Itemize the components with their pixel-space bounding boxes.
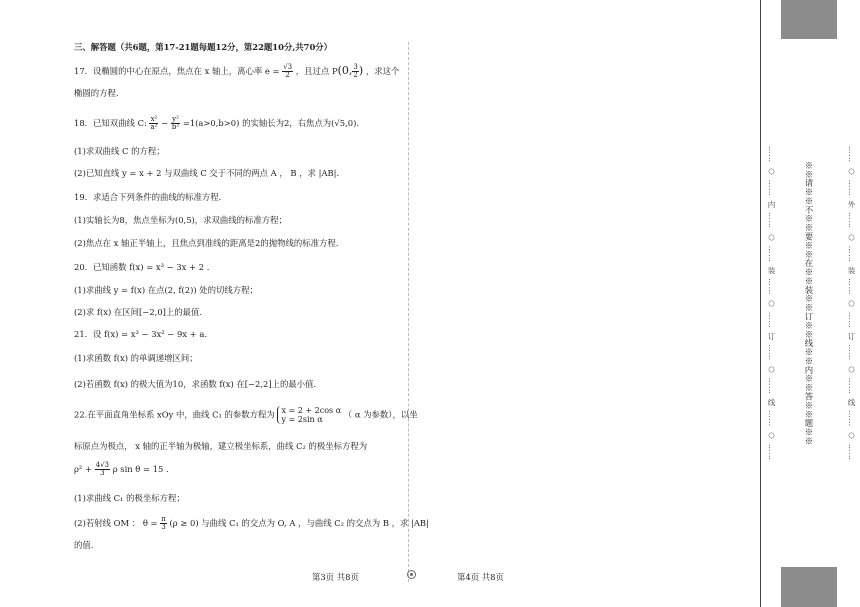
center-circle-icon	[407, 570, 416, 579]
q18-b2: b²	[171, 123, 180, 131]
q18-part2: (2)已知直线 y = x + 2 与双曲线 C 交于不同的两点 A ， B ，求 |AB|.	[74, 168, 340, 178]
q22-eq-fraction	[95, 462, 110, 477]
q18-x2: x²	[150, 115, 158, 123]
q22-part2-line2: 的值.	[74, 540, 94, 550]
q17-ecc-den: 2	[285, 71, 290, 79]
q19-part2: (2)焦点在 x 轴正半轴上，且焦点到准线的距离是2的抛物线的标准方程.	[74, 238, 339, 248]
q17-point-close: )	[358, 64, 364, 77]
q22-p2-fraction	[160, 516, 167, 531]
q21-part2: (2)若函数 f(x) 的极大值为10，求函数 f(x) 在[−2,2]上的最小值.	[74, 379, 317, 389]
q22-eq-pre: ρ² +	[74, 464, 92, 474]
q19-part1: (1)实轴长为8，焦点坐标为(0,5)，求双曲线的标准方程；	[74, 215, 287, 225]
q22-sys-y: y = 2sin α	[281, 415, 323, 425]
q18-a2: a²	[150, 123, 158, 131]
q22-text-a: 22.在平面直角坐标系 xOy 中，曲线 C₁ 的参数方程为	[74, 409, 275, 420]
binding-gray-bottom	[781, 567, 837, 607]
q22-eq-den: 3	[100, 469, 105, 477]
q17-ecc-fraction	[282, 64, 293, 79]
q22-sys-x: x = 2 + 2cos α	[281, 406, 342, 415]
binding-dotline-outer: …… ○ …… 外 …… ○ …… 装 …… ○ …… 订 …… ○ …… 线 …… ○ ……	[847, 146, 856, 461]
q17-point-num: 3	[353, 63, 358, 71]
q21-part1: (1)求函数 f(x) 的单调递增区间；	[74, 353, 198, 363]
q20-part1: (1)求曲线 y = f(x) 在点(2, f(2)) 处的切线方程；	[74, 285, 258, 295]
binding-dotline-inner: …… ○ …… 内 …… ○ …… 装 …… ○ …… 订 …… ○ …… 线 …… ○ ……	[767, 146, 776, 461]
q22-p2-den: 3	[161, 523, 166, 531]
q19-stem: 19．求适合下列条件的曲线的标准方程.	[74, 192, 222, 202]
section-title: 三、解答题（共6题，第17-21题每题12分，第22题10分,共70分）	[74, 42, 333, 52]
q22-line1	[74, 406, 418, 424]
q20-part2: (2)求 f(x) 在区间[−2,0]上的最值.	[74, 307, 203, 317]
q22-p2-mid: (ρ ≥ 0) 与曲线 C₁ 的交点为 O, A ，与曲线 C₂ 的交点为 B ，求 |AB|	[169, 518, 429, 528]
q21-stem: 21．设 f(x) = x³ − 3x² − 9x + a.	[74, 329, 207, 339]
binding-gray-top	[781, 0, 837, 39]
q18-text-b: =1(a>0,b>0) 的实轴长为2，右焦点为(√5,0).	[182, 118, 359, 128]
q17-line1	[74, 64, 399, 79]
q18-minus: −	[161, 118, 169, 128]
q18-frac-x	[149, 116, 158, 131]
q18-frac-y	[171, 116, 180, 131]
q22-text-b: （ α 为参数），以坐	[343, 409, 418, 420]
q22-p2-pre: (2)若射线 OM ：	[74, 518, 141, 528]
q17-text-a: 17．设椭圆的中心在原点，焦点在 x 轴上，离心率 e =	[74, 66, 280, 76]
q17-text-b: ，且过点 P	[295, 66, 338, 76]
q18-part1: (1)求双曲线 C 的方程；	[74, 146, 165, 156]
q20-stem: 20．已知函数 f(x) = x³ − 3x + 2 .	[74, 262, 210, 272]
q22-p2-theta: θ =	[142, 518, 158, 528]
q18-y2: y²	[172, 115, 179, 123]
q17-text-c: ，求这个	[365, 66, 400, 76]
q17-ecc-num: √3	[283, 63, 293, 71]
binding-warning-text: ※※请※※不※※要※※在※※装※※订※※线※※内※※答※※题※※	[804, 160, 814, 446]
footer-page-left: 第3页 共8页	[312, 572, 359, 582]
q22-eq-num: 4√3	[95, 461, 110, 469]
q17-point-open: (0,	[337, 64, 353, 77]
q17-point-den: 2	[353, 71, 358, 79]
q18-line1	[74, 116, 359, 131]
q18-text-a: 18．已知双曲线 C:	[74, 118, 147, 128]
column-divider	[408, 42, 409, 582]
q17-line2: 椭圆的方程.	[74, 88, 119, 98]
binding-warning	[781, 39, 837, 567]
q22-line2: 标原点为极点， x 轴的正半轴为极轴，建立极坐标系，曲线 C₂ 的极坐标方程为	[74, 441, 368, 451]
q22-part1: (1)求曲线 C₁ 的极坐标方程；	[74, 493, 185, 503]
q22-p2-num: π	[161, 515, 166, 523]
q22-equation	[74, 462, 169, 477]
q22-part2	[74, 516, 429, 531]
q22-eq-post: ρ sin θ = 15 .	[112, 464, 169, 474]
footer-page-right: 第4页 共8页	[457, 572, 504, 582]
q22-param-system	[277, 406, 341, 424]
